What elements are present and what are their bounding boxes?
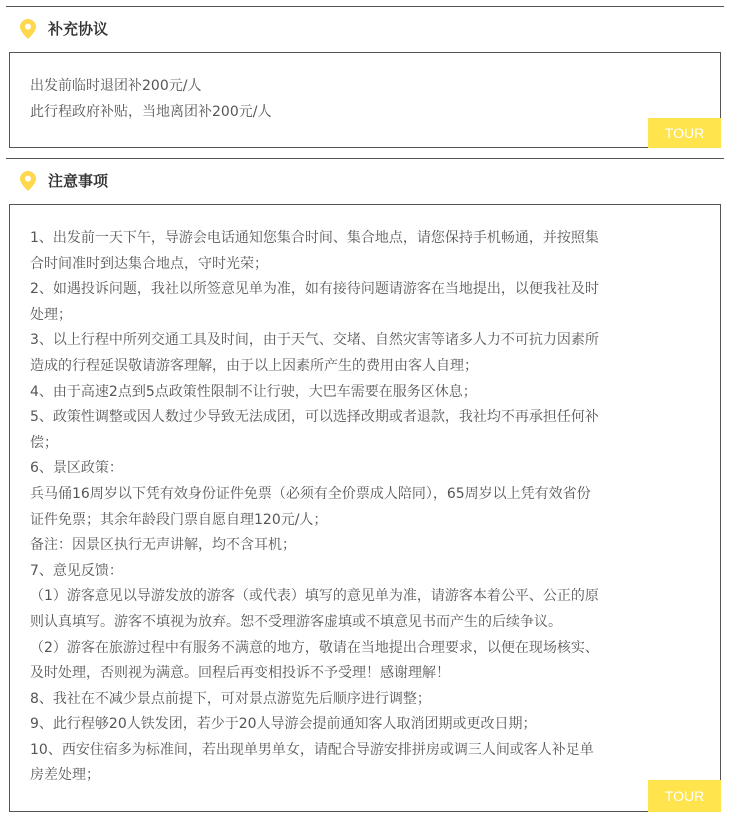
notes-line: （2）游客在旅游过程中有服务不满意的地方，敬请在当地提出合理要求，以便在现场核实、 xyxy=(30,639,599,656)
notes-line: 处理； xyxy=(30,306,72,323)
tour-badge: TOUR xyxy=(648,780,721,812)
notes-line: 8、我社在不减少景点前提下，可对景点游览先后顺序进行调整； xyxy=(30,690,431,707)
notes-text xyxy=(10,205,720,789)
supplement-line: 此行程政府补贴，当地离团补200元/人 xyxy=(30,103,272,120)
tour-badge: TOUR xyxy=(648,118,721,148)
notes-line: 备注：因景区执行无声讲解，均不含耳机； xyxy=(30,537,296,554)
notes-line: 7、意见反馈： xyxy=(30,562,123,579)
notes-line: 6、景区政策： xyxy=(30,460,123,477)
supplement-text xyxy=(10,53,720,125)
notes-line: 9、此行程够20人铁发团，若少于20人导游会提前通知客人取消团期或更改日期； xyxy=(30,716,537,733)
supplement-content-box xyxy=(9,52,721,148)
notes-line: 兵马俑16周岁以下凭有效身份证件免票（必须有全价票成人陪同），65周岁以上凭有效省份 xyxy=(30,485,591,502)
notes-line: 1、出发前一天下午，导游会电话通知您集合时间、集合地点，请您保持手机畅通，并按照集 xyxy=(30,230,599,246)
notes-line: 2、如遇投诉问题，我社以所签意见单为准，如有接待问题请游客在当地提出，以便我社及时 xyxy=(30,281,599,298)
supplement-title: 补充协议 xyxy=(48,20,109,38)
notes-content-box xyxy=(9,204,721,812)
notes-line: （1）游客意见以导游发放的游客（或代表）填写的意见单为准，请游客本着公平、公正的原 xyxy=(30,588,599,605)
notes-line: 10、西安住宿多为标准间，若出现单男单女，请配合导游安排拼房或调三人间或客人补足单 xyxy=(30,741,594,758)
notes-line: 5、政策性调整或因人数过少导致无法成团，可以选择改期或者退款，我社均不再承担任何补 xyxy=(30,409,599,426)
map-pin-icon xyxy=(20,171,36,191)
notes-title: 注意事项 xyxy=(48,172,109,190)
notes-line: 偿； xyxy=(30,434,58,451)
notes-line: 3、以上行程中所列交通工具及时间，由于天气、交堵、自然灾害等诸多人力不可抗力因素所 xyxy=(30,332,599,349)
notes-line: 证件免票；其余年龄段门票自愿自理120元/人； xyxy=(30,511,328,528)
notes-section-header xyxy=(6,158,724,202)
notes-line: 造成的行程延误敬请游客理解，由于以上因素所产生的费用由客人自理； xyxy=(30,357,478,374)
map-pin-icon xyxy=(20,19,36,39)
supplement-line: 出发前临时退团补200元/人 xyxy=(30,78,202,94)
notes-line: 4、由于高速2点到5点政策性限制不让行驶，大巴车需要在服务区休息； xyxy=(30,383,477,400)
notes-line: 则认真填写。游客不填视为放弃。恕不受理游客虚填或不填意见书而产生的后续争议。 xyxy=(30,613,562,630)
notes-line: 合时间准时到达集合地点，守时光荣； xyxy=(30,255,268,272)
supplement-section-header xyxy=(6,6,724,50)
notes-line: 房差处理； xyxy=(30,767,100,784)
notes-line: 及时处理，否则视为满意。回程后再变相投诉不予受理！感谢理解！ xyxy=(30,665,450,682)
